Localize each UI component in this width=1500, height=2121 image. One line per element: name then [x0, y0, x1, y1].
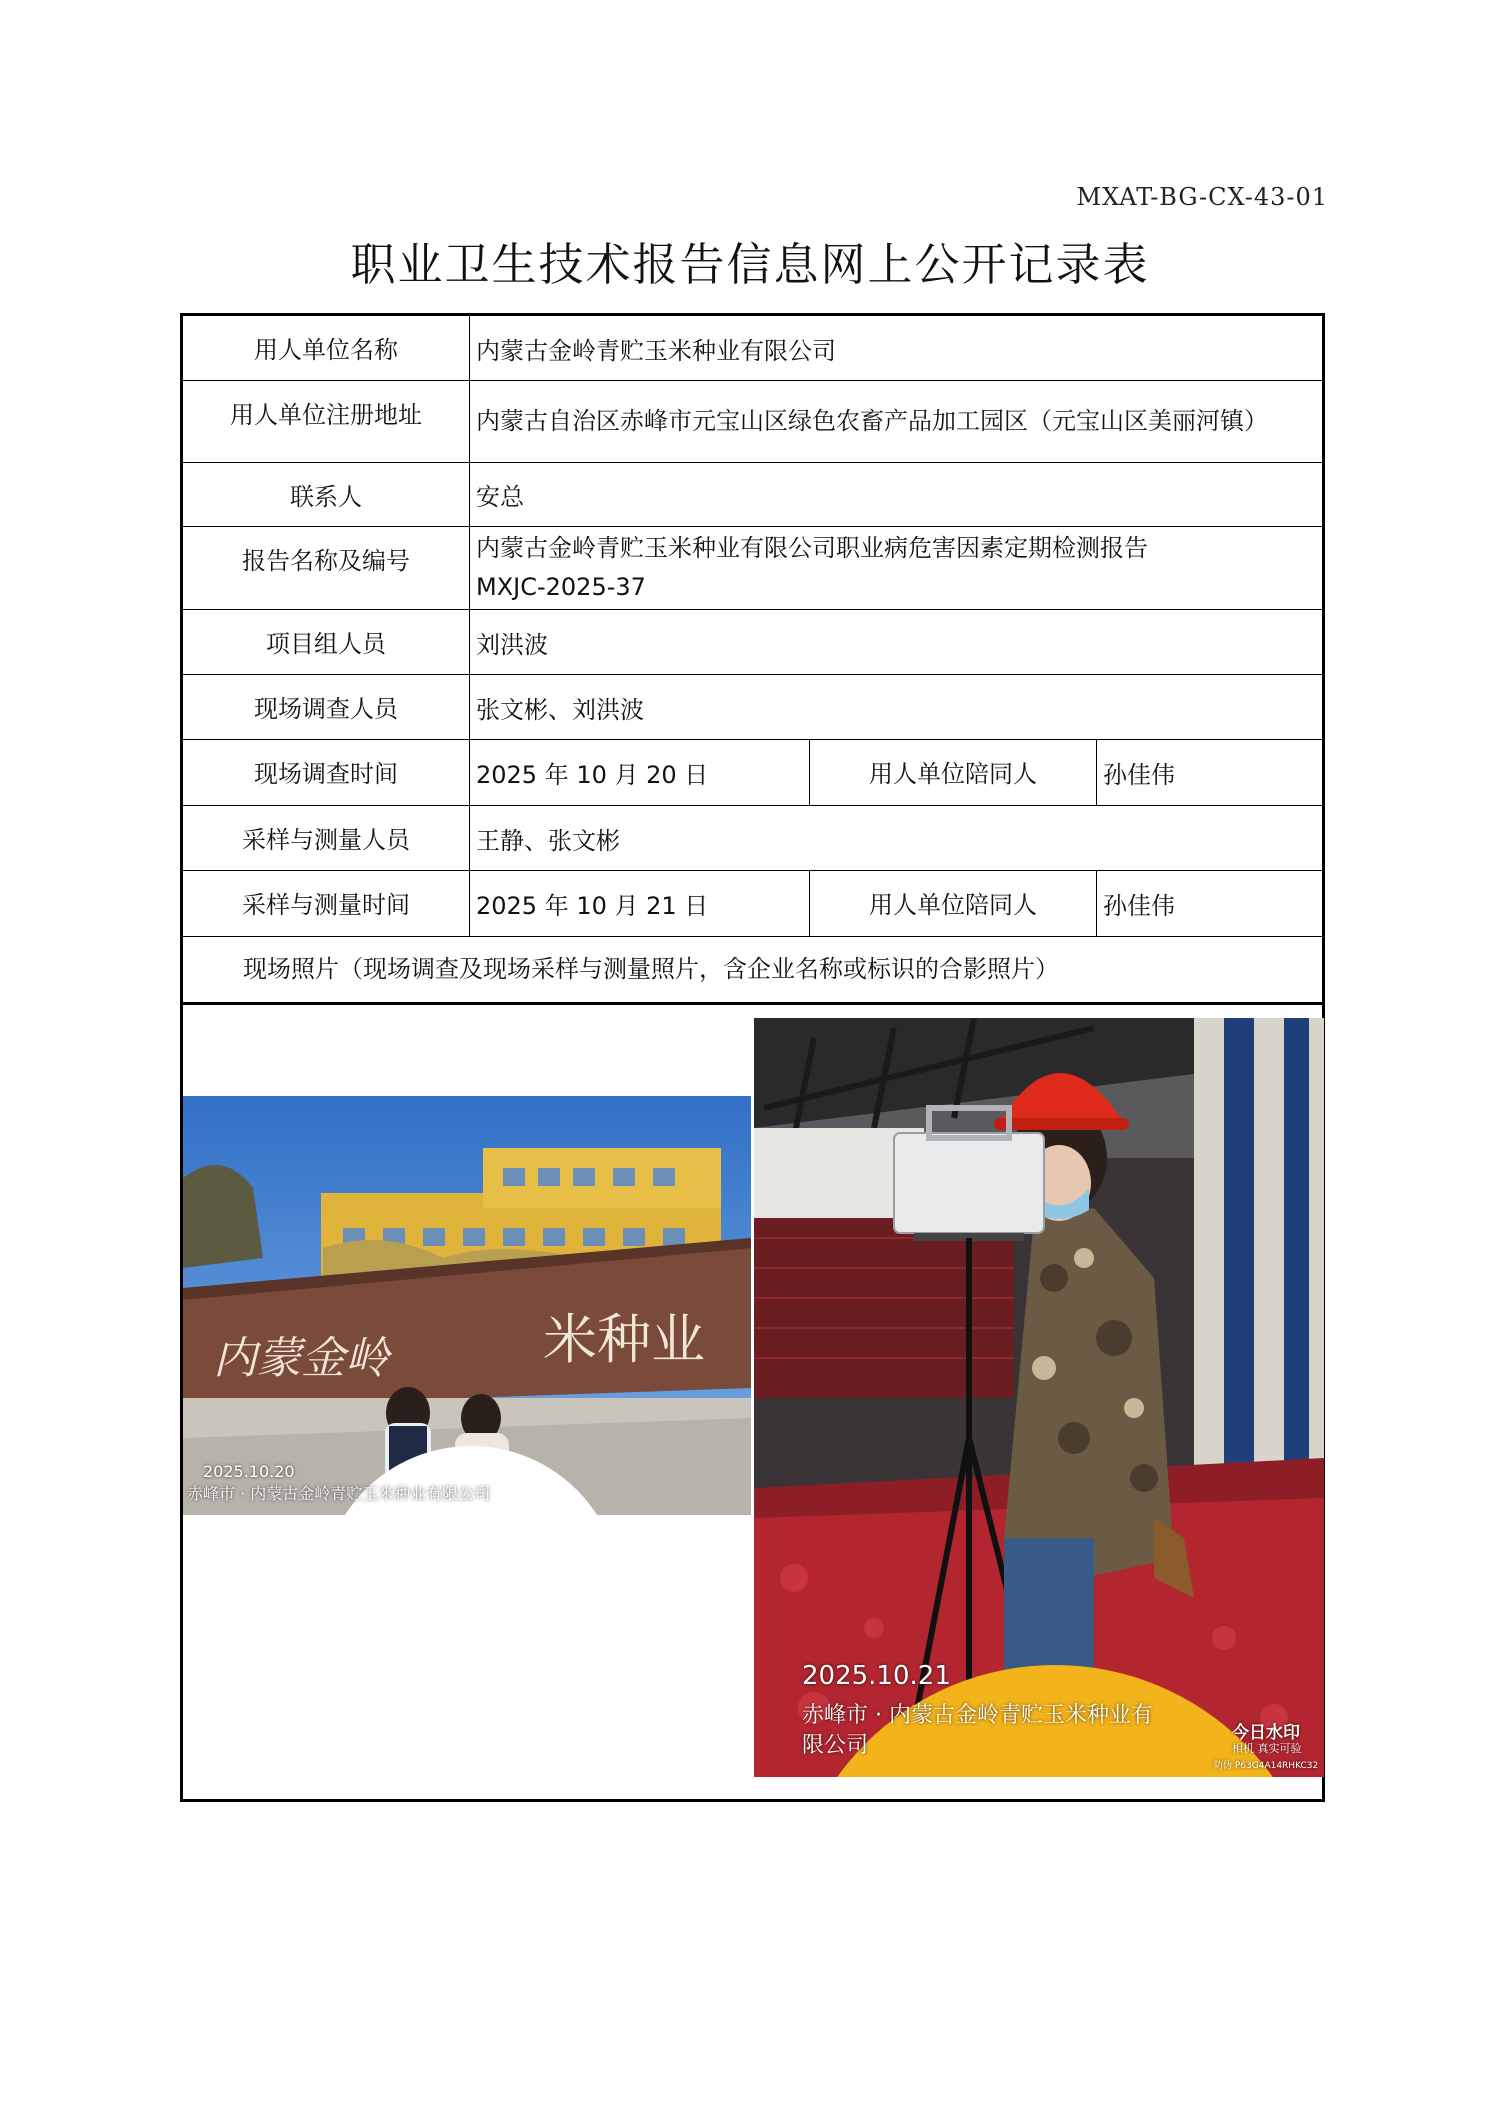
svg-text:米种业: 米种业	[543, 1308, 705, 1371]
svg-text:内蒙金岭: 内蒙金岭	[213, 1333, 389, 1384]
survey-time-value: 2025 年 10 月 20 日	[470, 740, 810, 806]
photos-caption: 现场照片（现场调查及现场采样与测量照片，含企业名称或标识的合影照片）	[182, 937, 1324, 1004]
page-title: 职业卫生技术报告信息网上公开记录表	[350, 238, 1150, 291]
survey-companion-value: 孙佳伟	[1097, 740, 1324, 806]
row-photos	[182, 1004, 1324, 1801]
record-table	[180, 313, 1325, 1802]
survey-companion-label: 用人单位陪同人	[810, 740, 1097, 806]
survey-staff-label: 现场调查人员	[182, 675, 470, 740]
row-employer-address	[182, 381, 1324, 463]
employer-address-label: 用人单位注册地址	[182, 381, 470, 463]
team-value: 刘洪波	[470, 610, 1324, 675]
sampling-photo-location-line2: 限公司	[802, 1733, 869, 1758]
sampling-photo	[754, 1018, 1324, 1777]
row-sampling-time	[182, 871, 1324, 937]
sampling-time-value: 2025 年 10 月 21 日	[470, 871, 810, 937]
survey-photo-date: 2025.10.20	[203, 1462, 295, 1481]
survey-group-photo	[183, 1088, 751, 1515]
report-label: 报告名称及编号	[182, 527, 470, 610]
survey-time-label: 现场调查时间	[182, 740, 470, 806]
sampling-companion-value: 孙佳伟	[1097, 871, 1324, 937]
row-team	[182, 610, 1324, 675]
sampling-photo-location-line1: 赤峰市 · 内蒙古金岭青贮玉米种业有	[802, 1703, 1153, 1728]
sampling-staff-value: 王静、张文彬	[470, 806, 1324, 871]
watermark-code: 防伪 P63G4A14RHKC32	[1214, 1761, 1319, 1771]
row-contact	[182, 463, 1324, 527]
employer-address-value: 内蒙古自治区赤峰市元宝山区绿色农畜产品加工园区（元宝山区美丽河镇）	[470, 381, 1324, 463]
sampling-companion-label: 用人单位陪同人	[810, 871, 1097, 937]
sampling-staff-label: 采样与测量人员	[182, 806, 470, 871]
row-report	[182, 527, 1324, 610]
report-code: MXJC-2025-37	[476, 573, 646, 601]
document-code: MXAT-BG-CX-43-01	[1076, 183, 1328, 211]
survey-photo-location: 赤峰市 · 内蒙古金岭青贮玉米种业有限公司	[187, 1484, 491, 1503]
contact-label: 联系人	[182, 463, 470, 527]
row-survey-time	[182, 740, 1324, 806]
contact-value: 安总	[470, 463, 1324, 527]
employer-name-label: 用人单位名称	[182, 315, 470, 381]
photos-cell	[182, 1004, 1324, 1801]
row-employer-name	[182, 315, 1324, 381]
watermark-sub: 相机 真实可验	[1232, 1742, 1302, 1755]
row-sampling-staff	[182, 806, 1324, 871]
team-label: 项目组人员	[182, 610, 470, 675]
sampling-photo-date: 2025.10.21	[802, 1661, 951, 1691]
row-survey-staff	[182, 675, 1324, 740]
sampling-time-label: 采样与测量时间	[182, 871, 470, 937]
survey-staff-value: 张文彬、刘洪波	[470, 675, 1324, 740]
report-name: 内蒙古金岭青贮玉米种业有限公司职业病危害因素定期检测报告	[476, 534, 1148, 562]
watermark-brand: 今日水印	[1232, 1723, 1300, 1743]
employer-name-value: 内蒙古金岭青贮玉米种业有限公司	[470, 315, 1324, 381]
report-value	[470, 527, 1324, 610]
row-photos-caption	[182, 937, 1324, 1004]
